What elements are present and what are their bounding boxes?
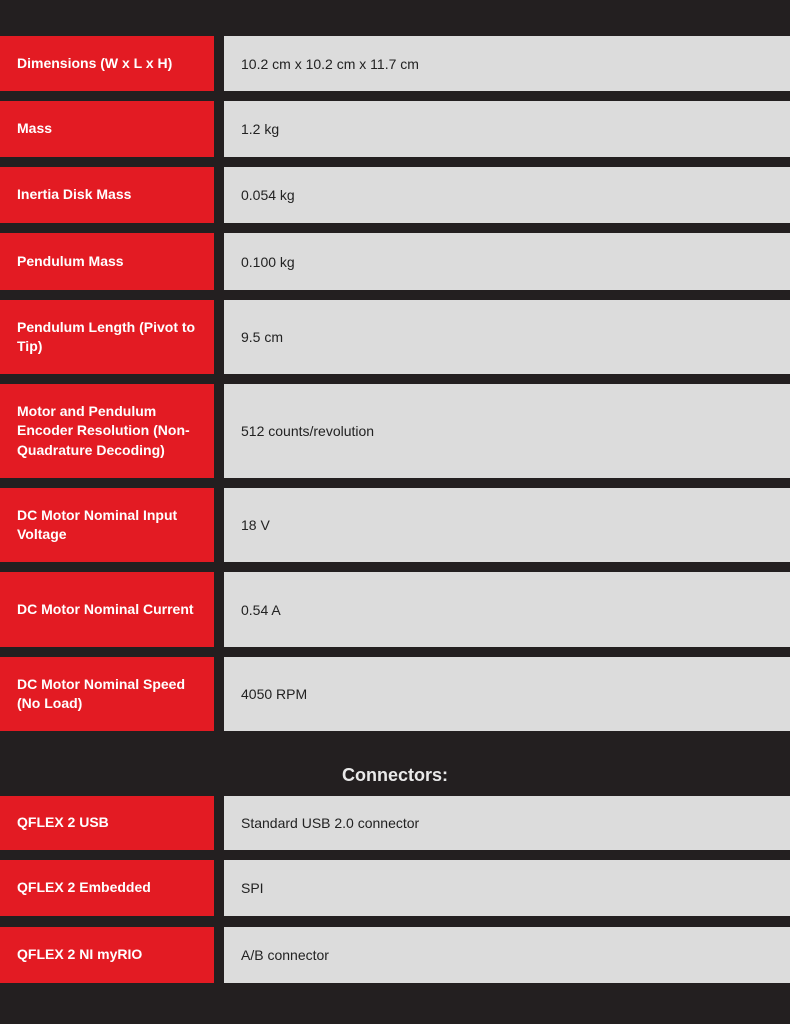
spec-label: Pendulum Length (Pivot to Tip) xyxy=(0,300,214,374)
spec-value: 512 counts/revolution xyxy=(224,384,790,478)
spec-row-encoder-resolution xyxy=(0,384,790,478)
connector-label: QFLEX 2 Embedded xyxy=(0,860,214,916)
connector-value: Standard USB 2.0 connector xyxy=(224,796,790,850)
spec-label: Motor and Pendulum Encoder Resolution (Non-Quadrature Decoding) xyxy=(0,384,214,478)
connectors-heading: Connectors: xyxy=(341,765,448,785)
spec-value: 0.54 A xyxy=(224,572,790,647)
spec-row-inertia-disk-mass xyxy=(0,167,790,223)
spec-label: Inertia Disk Mass xyxy=(0,167,214,223)
spec-label: Mass xyxy=(0,101,214,157)
spec-label: DC Motor Nominal Input Voltage xyxy=(0,488,214,562)
connector-value: A/B connector xyxy=(224,927,790,983)
spec-row-motor-current xyxy=(0,572,790,647)
spec-row-mass xyxy=(0,101,790,157)
spec-value: 9.5 cm xyxy=(224,300,790,374)
spec-label: DC Motor Nominal Current xyxy=(0,572,214,647)
spec-value: 1.2 kg xyxy=(224,101,790,157)
spec-row-pendulum-length xyxy=(0,300,790,374)
connector-label: QFLEX 2 USB xyxy=(0,796,214,850)
spec-value: 18 V xyxy=(224,488,790,562)
spec-value: 4050 RPM xyxy=(224,657,790,731)
connector-label: QFLEX 2 NI myRIO xyxy=(0,927,214,983)
spec-value: 0.054 kg xyxy=(224,167,790,223)
spec-row-motor-speed xyxy=(0,657,790,731)
spec-label: Pendulum Mass xyxy=(0,233,214,290)
spec-value: 10.2 cm x 10.2 cm x 11.7 cm xyxy=(224,36,790,91)
spec-row-dimensions xyxy=(0,36,790,91)
connector-value: SPI xyxy=(224,860,790,916)
connector-row-embedded xyxy=(0,860,790,916)
connector-row-usb xyxy=(0,796,790,850)
connector-row-myrio xyxy=(0,927,790,983)
spec-value: 0.100 kg xyxy=(224,233,790,290)
spec-row-pendulum-mass xyxy=(0,233,790,290)
spec-label: DC Motor Nominal Speed (No Load) xyxy=(0,657,214,731)
spec-label: Dimensions (W x L x H) xyxy=(0,36,214,91)
spec-row-motor-voltage xyxy=(0,488,790,562)
